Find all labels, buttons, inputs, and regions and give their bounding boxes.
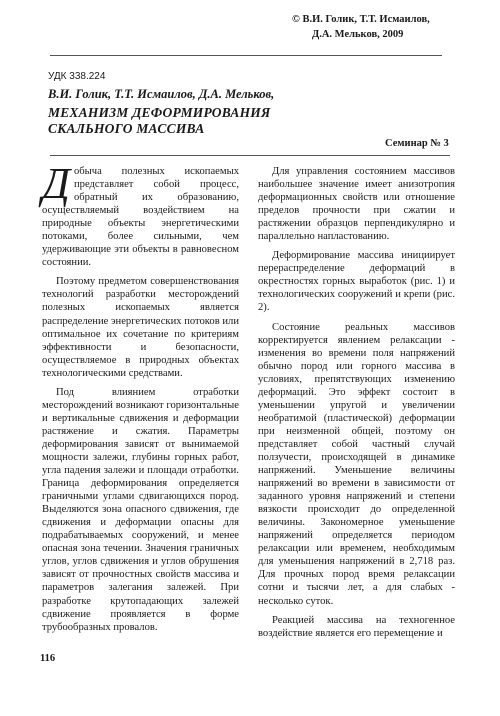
title-line-2: СКАЛЬНОГО МАССИВА: [48, 121, 205, 136]
paragraph: [42, 159, 239, 269]
article-title: [48, 105, 348, 137]
copyright-line-1: © В.И. Голик, Т.Т. Исмаилов,: [292, 14, 430, 25]
paragraph: Состояние реальных массивов корректируется явлением релаксации - изменения во времени поля напряжений обычно пород или горного массива в условиях, препятствующих изменению деформаций. Это эффект состоит в уменьшении упругой и увеличении необратимой (пластической) деформации при неизменной общей, поэтому он представляет собой частный случай ползучести, происходящей в динамике напряжений. Уменьшение величины напряжений во времени в зависимости от заданного уровня напряжений и степени вязкости происходит до определенной величины. Закономерное уменьшение напряжений определяется периодом релаксации или временем, необходимым для уменьшения напряжений в 2,718 раз. Для прочных пород время релаксации сотни и тысячи лет, а для слабых - несколько суток.: [258, 321, 455, 607]
right-column: [258, 165, 455, 646]
paragraph: Деформирование массива инициирует перераспределение деформаций в окрестностях горных выработок (рис. 1) и технологических сооружений и крепи (рис. 2).: [258, 250, 455, 314]
udk-code: УДК 338.224: [48, 71, 106, 82]
header-divider: [50, 155, 450, 156]
drop-cap-letter: Д: [42, 159, 70, 208]
paragraph: Реакцией массива на техногенное воздействие является его перемещение и: [258, 614, 455, 639]
copyright-notice: [292, 12, 492, 42]
paragraph: Для управления состоянием массивов наибольшее значение имеет анизотропия деформационных свойств или отношение пределов прочности при сжатии и растяжении образцов перпендикулярно и параллельно напластованию.: [258, 166, 455, 243]
article-authors: В.И. Голик, Т.Т. Исмаилов, Д.А. Мельков,: [48, 87, 275, 101]
paragraph: Под влиянием отработки месторождений возникают горизонтальные и вертикальные сдвижения и деформации растяжение и сжатия. Параметры деформирования зависят от вынимаемой мощности залежи, глубины горных работ, угла падения залежи и площади отработки. Граница деформирования определяется граничными углами сдвигающихся пород. Выделяются зона опасного сдвижения, где сдвижения и деформации опасны для подрабатываемых сооружений, и менее опасная зона течении. Значения граничных углов, углов сдвижения и углов обрушения зависят от прочностных свойств массива и параметров залегания залежей. При разработке крутопадающих залежей сдвижение проявляется в форме трубообразных провалов.: [42, 386, 239, 633]
seminar-label: Семинар № 3: [385, 138, 449, 149]
top-divider: [50, 55, 442, 56]
paragraph: Поэтому предметом совершенствования технологий разработки месторождений полезных ископаемых является распределение энергетических потоков или оптимальное их сочетание по критериям эффективности и безопасности, осуществляемое в природных объектах технологическими средствами.: [42, 276, 239, 379]
paragraph-text: обыча полезных ископаемых представляет собой процесс, обратный их образованию, осуществляемый воздействием на природные объекты энергетическими потоками, более сильными, чем удерживающие эти объекты в равновесном состоянии.: [42, 166, 239, 269]
copyright-line-2: Д.А. Мельков, 2009: [312, 29, 404, 40]
page-number: 116: [40, 653, 56, 664]
left-column: [42, 159, 239, 640]
title-line-1: МЕХАНИЗМ ДЕФОРМИРОВАНИЯ: [48, 105, 271, 120]
